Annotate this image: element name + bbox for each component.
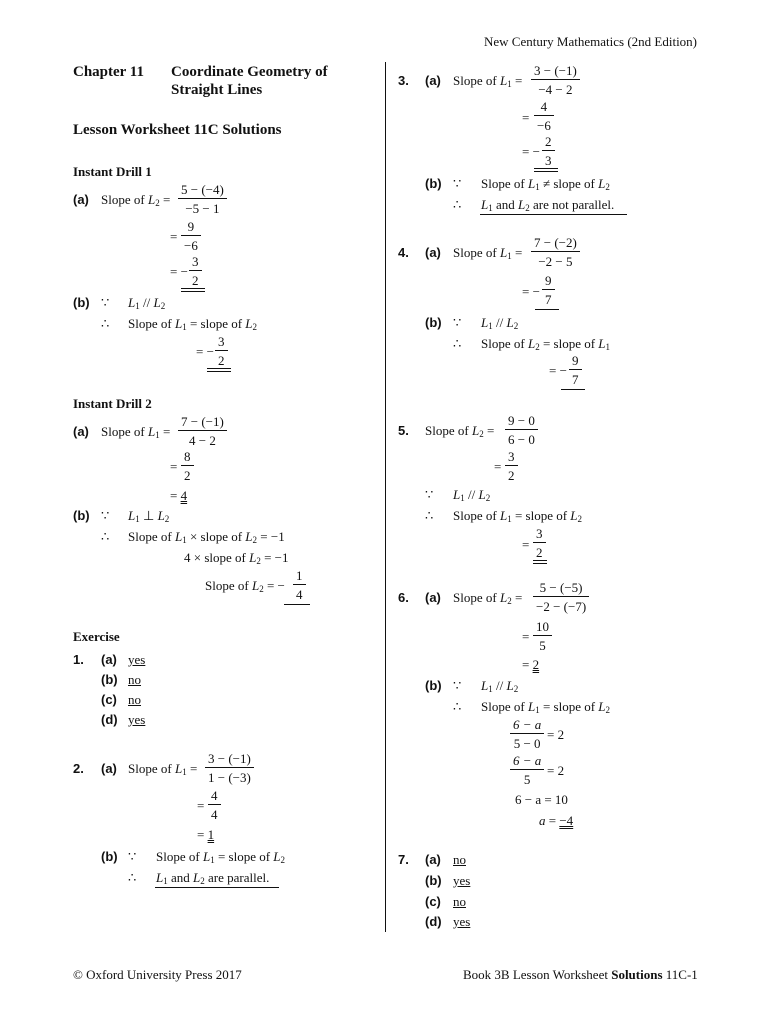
q6-fraction2: 10 5: [533, 620, 552, 652]
q5-eq3: =: [522, 537, 530, 552]
q6-b-line1: $L_1 // L_2$: [481, 678, 519, 694]
q6-a-label: (a): [425, 590, 441, 605]
drill1-b-eq: = −: [196, 344, 214, 359]
drill1-a-fraction: 5 − (−4) −5 − 1: [178, 183, 227, 215]
q1-c-label: (c): [101, 692, 117, 707]
therefore-symbol: ∴: [453, 699, 462, 714]
q1-number: 1.: [73, 652, 84, 667]
q4-fraction2: 9 7: [542, 274, 555, 306]
q3-a-fraction: 3 − (−1) −4 − 2: [531, 64, 580, 96]
drill2-a-label: (a): [73, 424, 89, 439]
drill1-fraction3: 3 2: [189, 255, 202, 287]
book-title: New Century Mathematics (2nd Edition): [484, 34, 698, 49]
drill2-fraction2: 8 2: [181, 450, 194, 482]
because-symbol: ∵: [101, 508, 110, 523]
q6-a-fraction: 5 − (−5) −2 − (−7): [533, 581, 589, 613]
q6-a-answer: = 2: [522, 657, 540, 672]
q7-d-label: (d): [425, 914, 442, 929]
q5-eq2: =: [494, 459, 502, 474]
q5-fraction2: 3 2: [505, 450, 518, 482]
drill2-b-label: (b): [73, 508, 90, 523]
q1-b-label: (b): [101, 672, 118, 687]
drill2-answer: = 4: [170, 488, 188, 503]
drill2-b-line4: Slope of $L_2$ = −: [205, 578, 285, 594]
therefore-symbol: ∴: [425, 508, 434, 523]
q7-d-answer: yes: [453, 914, 471, 929]
q3-a-label: (a): [425, 73, 441, 88]
q7-a-label: (a): [425, 852, 441, 867]
q3-b-line2: $L_1$ and $L_2$ are not parallel.: [481, 197, 615, 213]
q3-fraction3: 2 3: [542, 135, 555, 167]
footer-copyright: © Oxford University Press 2017: [73, 967, 242, 982]
q4-number: 4.: [398, 245, 409, 260]
q2-b-line1: Slope of $L_1$ = slope of $L_2$: [156, 849, 286, 865]
drill2-b-fraction: 1 4: [293, 569, 306, 601]
q1-b-answer: no: [128, 672, 141, 687]
drill1-b-fraction: 3 2: [215, 335, 228, 367]
q2-fraction2: 4 4: [208, 789, 221, 821]
q4-b-fraction: 9 7: [569, 354, 582, 386]
because-symbol: ∵: [128, 849, 137, 864]
q4-a-fraction: 7 − (−2) −2 − 5: [531, 236, 580, 268]
q6-a-lhs: Slope of $L_2$ =: [453, 590, 523, 606]
q2-a-lhs: Slope of $L_1$ =: [128, 761, 198, 777]
q3-eq3: = −: [522, 144, 540, 159]
q1-a-answer: yes: [128, 652, 146, 667]
q3-eq2: =: [522, 110, 530, 125]
drill2-b-line3: 4 × slope of $L_2 = -1$: [184, 550, 289, 566]
q5-line2: Slope of $L_1$ = slope of $L_2$: [453, 508, 583, 524]
q7-c-label: (c): [425, 894, 441, 909]
chapter-label: Chapter 11: [73, 64, 144, 80]
q5-line1: $L_1 // L_2$: [453, 487, 491, 503]
drill1-b-line1: $L_1 // L_2$: [128, 295, 166, 311]
drill2-a-lhs: Slope of $L_1$ =: [101, 424, 171, 440]
q1-a-label: (a): [101, 652, 117, 667]
drill2-b-line1: $L_1$ ⊥ $L_2$: [128, 508, 170, 524]
q1-c-answer: no: [128, 692, 141, 707]
q2-a-label: (a): [101, 761, 117, 776]
q4-b-line1: $L_1 // L_2$: [481, 315, 519, 331]
q3-b-line1: Slope of $L_1$ ≠ slope of $L_2$: [481, 176, 610, 192]
q6-b-eq2: = 2: [547, 763, 565, 778]
q2-b-label: (b): [101, 849, 118, 864]
answer-underline: [561, 389, 585, 390]
q5-fraction: 9 − 0 6 − 0: [505, 414, 538, 446]
therefore-symbol: ∴: [128, 870, 137, 885]
q3-a-lhs: Slope of $L_1$ =: [453, 73, 523, 89]
drill1-a-lhs: Slope of $L_2$ =: [101, 192, 171, 208]
q5-lhs: Slope of $L_2$ =: [425, 423, 495, 439]
q4-eq2: = −: [522, 284, 540, 299]
double-underline: [533, 560, 547, 564]
because-symbol: ∵: [101, 295, 110, 310]
q2-number: 2.: [73, 761, 84, 776]
q7-b-label: (b): [425, 873, 442, 888]
q6-b-fraction2: 6 − a 5: [510, 754, 544, 786]
q5-fraction3: 3 2: [533, 527, 546, 559]
drill2-eq2: =: [170, 459, 178, 474]
drill1-eq2: =: [170, 229, 178, 244]
double-underline: [181, 288, 205, 292]
worksheet-title: Lesson Worksheet 11C Solutions: [73, 122, 282, 138]
therefore-symbol: ∴: [453, 336, 462, 351]
q2-eq2: =: [197, 798, 205, 813]
drill1-fraction2: 9 −6: [181, 220, 201, 252]
therefore-symbol: ∴: [101, 316, 110, 331]
q7-a-answer: no: [453, 852, 466, 867]
exercise-heading: Exercise: [73, 629, 120, 644]
q6-b-line2: Slope of $L_1$ = slope of $L_2$: [481, 699, 611, 715]
q6-b-step: 6 − a = 10: [515, 792, 568, 807]
q5-number: 5.: [398, 423, 409, 438]
q6-b-label: (b): [425, 678, 442, 693]
therefore-symbol: ∴: [453, 197, 462, 212]
q7-b-answer: yes: [453, 873, 471, 888]
because-symbol: ∵: [453, 678, 462, 693]
q4-b-eq: = −: [549, 363, 567, 378]
q6-b-answer: a = −4: [539, 813, 574, 828]
q2-b-line2: $L_1$ and $L_2$ are parallel.: [156, 870, 270, 886]
answer-underline: [480, 214, 627, 215]
q1-d-answer: yes: [128, 712, 146, 727]
chapter-title-line2: Straight Lines: [171, 82, 263, 98]
drill1-heading: Instant Drill 1: [73, 164, 152, 179]
therefore-symbol: ∴: [101, 529, 110, 544]
q6-number: 6.: [398, 590, 409, 605]
double-underline: [207, 368, 231, 372]
q1-d-label: (d): [101, 712, 118, 727]
q2-answer: = 1: [197, 827, 215, 842]
q6-b-eq1: = 2: [547, 727, 565, 742]
footer-page-label: Book 3B Lesson Worksheet Solutions 11C-1: [463, 967, 698, 982]
q3-number: 3.: [398, 73, 409, 88]
drill1-b-label: (b): [73, 295, 90, 310]
q4-a-lhs: Slope of $L_1$ =: [453, 245, 523, 261]
q7-c-answer: no: [453, 894, 466, 909]
q6-eq2: =: [522, 629, 530, 644]
because-symbol: ∵: [453, 176, 462, 191]
q3-fraction2: 4 −6: [534, 100, 554, 132]
double-underline: [534, 168, 558, 172]
drill2-b-line2: Slope of $L_1$ × slope of $L_2 = -1$: [128, 529, 285, 545]
q2-a-fraction: 3 − (−1) 1 − (−3): [205, 752, 254, 784]
drill1-a-label: (a): [73, 192, 89, 207]
q4-a-label: (a): [425, 245, 441, 260]
answer-underline: [284, 604, 310, 605]
drill2-heading: Instant Drill 2: [73, 396, 152, 411]
chapter-title-line1: Coordinate Geometry of: [171, 64, 328, 80]
q4-b-line2: Slope of $L_2$ = slope of $L_1$: [481, 336, 611, 352]
drill1-b-line2: Slope of $L_1$ = slope of $L_2$: [128, 316, 258, 332]
q4-b-label: (b): [425, 315, 442, 330]
q7-number: 7.: [398, 852, 409, 867]
column-divider: [385, 62, 386, 932]
because-symbol: ∵: [453, 315, 462, 330]
answer-underline: [155, 887, 279, 888]
because-symbol: ∵: [425, 487, 434, 502]
answer-underline: [535, 309, 559, 310]
q6-b-fraction1: 6 − a 5 − 0: [510, 718, 544, 750]
drill2-a-fraction: 7 − (−1) 4 − 2: [178, 415, 227, 447]
drill1-eq3: = −: [170, 264, 188, 279]
q3-b-label: (b): [425, 176, 442, 191]
